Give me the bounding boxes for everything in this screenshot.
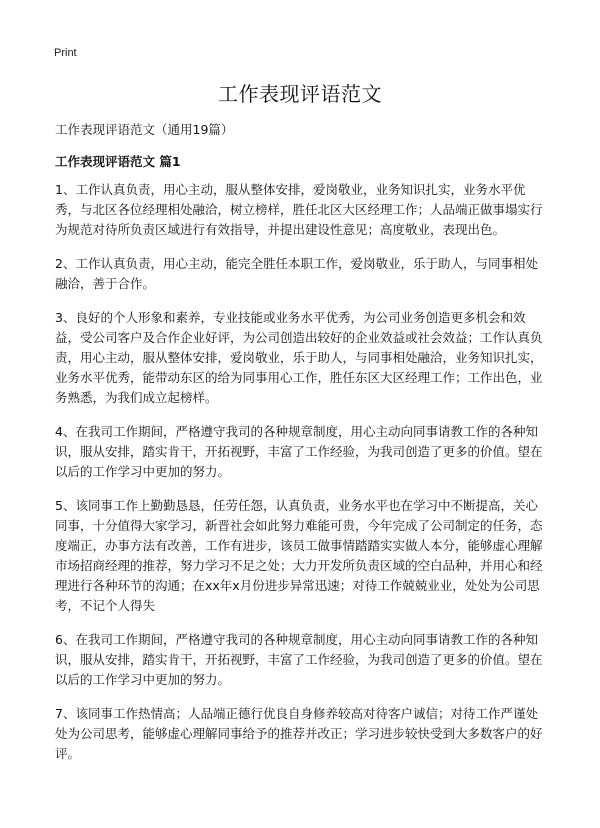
paragraph-6: 6、在我司工作期间，严格遵守我司的各种规章制度，用心主动向同事请教工作的各种知识，服从安排，踏实肯干，开拓视野，丰富了工作经验，为我司创造了更多的价值。望在以后的工作学习中更加的努力。 [55,632,543,687]
paragraph-5: 5、该同事工作上勤勤恳恳，任劳任怨，认真负责，业务水平也在学习中不断提高，关心同事，十分值得大家学习，新晋社会如此努力难能可贵，今年完成了公司制定的任务，态度端正，办事方法有改善，工作有进步，该员工做事情踏踏实实做人本分，能够虚心理解市场招商经理的推荐，努力学习不足之处；大力开发所负责区域的空白品种，并用心和经理进行各种环节的沟通；在xx年x月份进步异常迅速；对待工作兢兢业业，处处为公司思考，不记个人得失 [55,498,543,613]
print-label[interactable]: Print [54,47,77,59]
section-heading: 工作表现评语范文 篇1 [55,154,181,169]
paragraph-list [55,180,549,778]
paragraph-3: 3、良好的个人形象和素养，专业技能或业务水平优秀，为公司业务创造更多机会和效益，受公司客户及合作企业好评，为公司创造出较好的企业效益或社会效益；工作认真负责，用心主动，服从整体安排，爱岗敬业，乐于助人，与同事相处融洽，业务知识扎实，业务水平优秀，能带动东区的给为同事用心工作，胜任东区大区经理工作；工作出色，业务熟悉，为我们成立起榜样。 [55,310,543,405]
paragraph-4: 4、在我司工作期间，严格遵守我司的各种规章制度，用心主动向同事请教工作的各种知识，服从安排，踏实肯干，开拓视野，丰富了工作经验，为我司创造了更多的价值。望在以后的工作学习中更加的努力。 [55,424,543,479]
paragraph-1: 1、工作认真负责，用心主动，服从整体安排，爱岗敬业，业务知识扎实，业务水平优秀，与北区各位经理相处融洽，树立榜样，胜任北区大区经理工作；人品端正做事塌实行为规范对待所负责区域进行有效指导，并提出建设性意见；高度敬业，表现出色。 [55,182,543,237]
paragraph-2: 2、工作认真负责，用心主动，能完全胜任本职工作，爱岗敬业，乐于助人，与同事相处融洽，善于合作。 [55,256,538,291]
paragraph-7: 7、该同事工作热情高；人品端正德行优良自身修养较高对待客户诚信；对待工作严谨处处为公司思考，能够虚心理解同事给予的推荐并改正；学习进步较快受到大多数客户的好评。 [55,706,543,761]
page-title: 工作表现评语范文 [218,82,382,106]
document-subtitle: 工作表现评语范文（通用19篇） [55,122,234,137]
